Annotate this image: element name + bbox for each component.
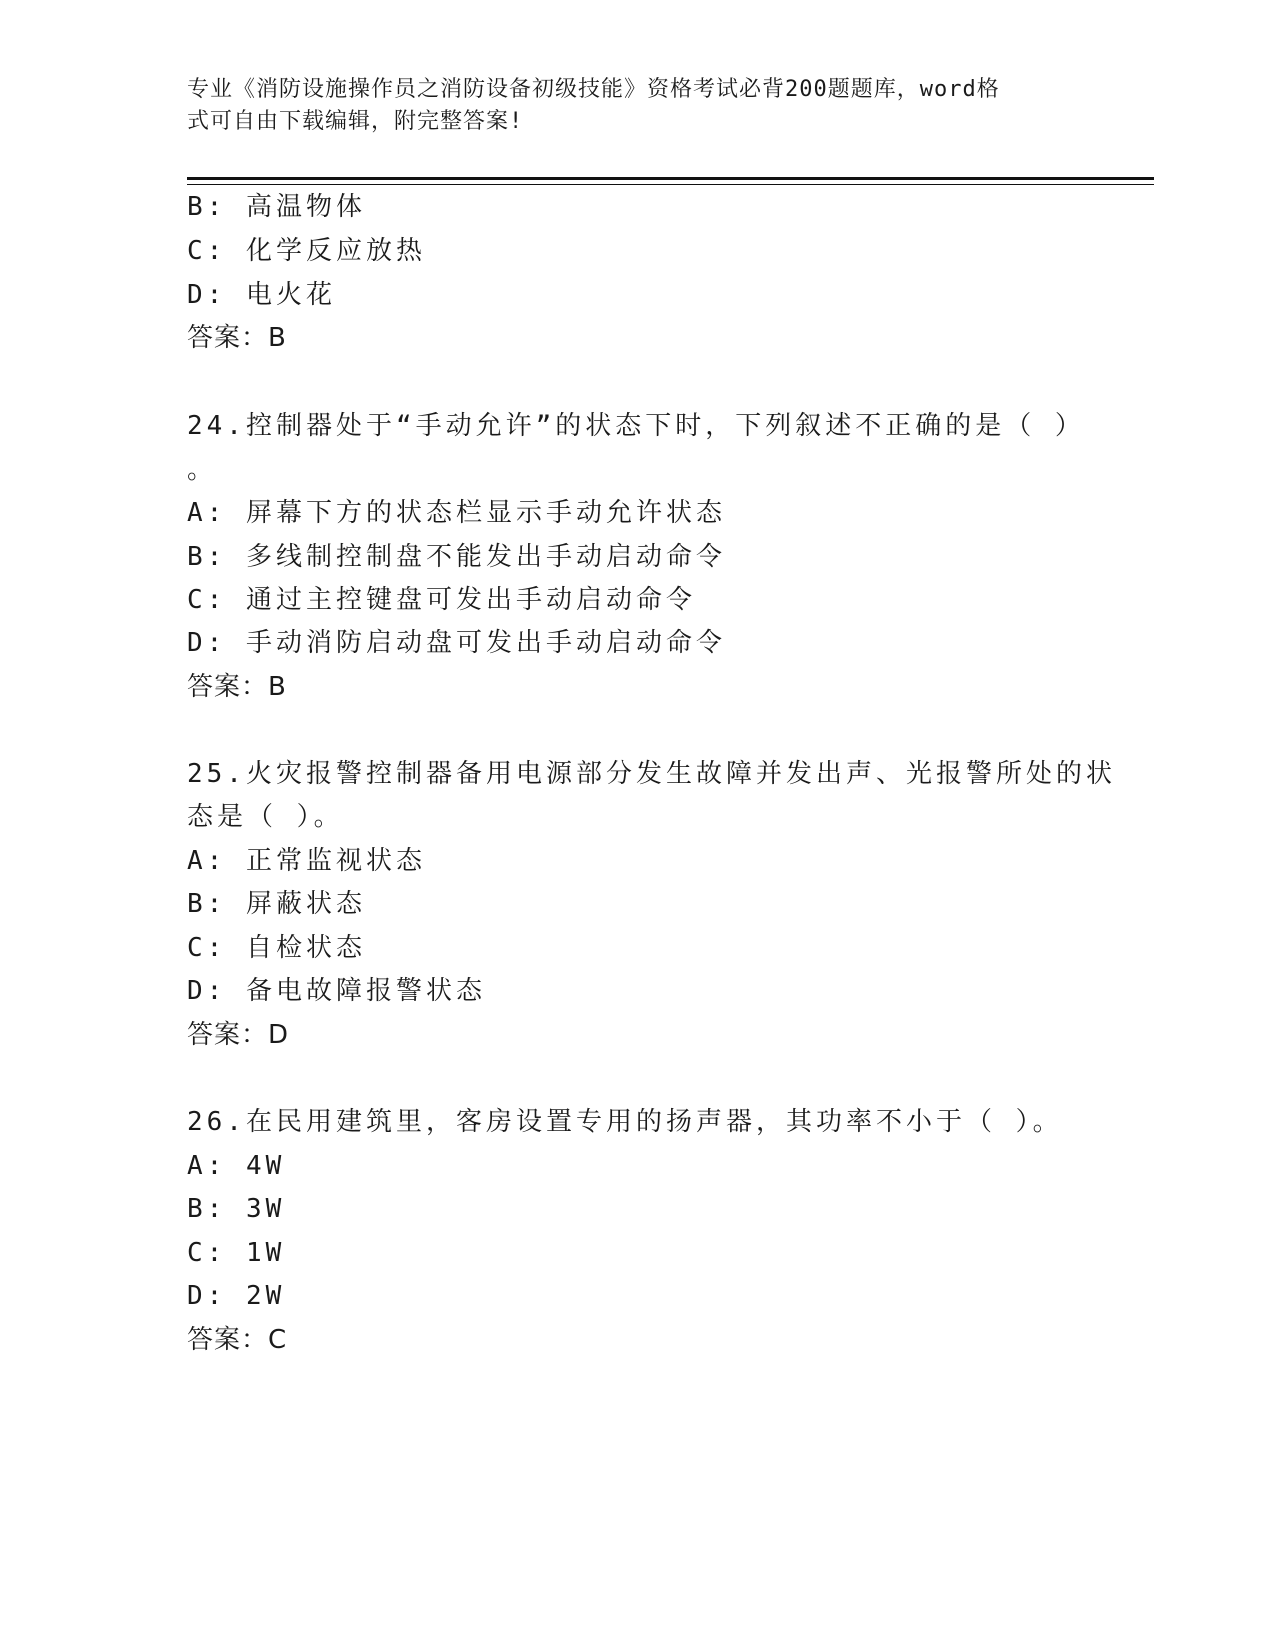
header-line-1: 专业《消防设施操作员之消防设备初级技能》资格考试必背200题题库，word格 <box>187 77 1000 102</box>
q24-answer: 答案：B <box>187 672 287 702</box>
q25-option-c: C: 自检状态 <box>187 933 366 963</box>
header-divider-thin <box>187 184 1154 185</box>
q24-option-c: C: 通过主控键盘可发出手动启动命令 <box>187 585 696 615</box>
q23-option-c: C: 化学反应放热 <box>187 236 426 266</box>
q24-stem-line-1: 24.控制器处于“手动允许”的状态下时，下列叙述不正确的是（ ） <box>187 411 1085 441</box>
q24-option-a: A: 屏幕下方的状态栏显示手动允许状态 <box>187 498 726 528</box>
q23-option-d: D: 电火花 <box>187 280 336 310</box>
q26-option-c: C: 1W <box>187 1238 286 1268</box>
q24-stem-line-2: 。 <box>187 455 218 485</box>
q26-option-b: B: 3W <box>187 1194 286 1224</box>
q24-option-b: B: 多线制控制盘不能发出手动启动命令 <box>187 542 726 572</box>
q26-answer: 答案：C <box>187 1325 288 1355</box>
q26-option-d: D: 2W <box>187 1281 286 1311</box>
q25-stem-line-1: 25.火灾报警控制器备用电源部分发生故障并发出声、光报警所处的状 <box>187 759 1116 789</box>
q23-answer: 答案：B <box>187 323 287 353</box>
q25-option-b: B: 屏蔽状态 <box>187 889 366 919</box>
q26-option-a: A: 4W <box>187 1151 286 1181</box>
q25-stem-line-2: 态是（ ）。 <box>187 802 344 832</box>
header-line-2: 式可自由下载编辑，附完整答案! <box>187 109 524 134</box>
document-header <box>187 74 1087 138</box>
q25-option-a: A: 正常监视状态 <box>187 846 426 876</box>
q23-option-b: B: 高温物体 <box>187 192 366 222</box>
q25-answer: 答案：D <box>187 1020 290 1050</box>
q25-option-d: D: 备电故障报警状态 <box>187 976 486 1006</box>
q26-stem-line-1: 26.在民用建筑里，客房设置专用的扬声器，其功率不小于（ ）。 <box>187 1107 1063 1137</box>
q24-option-d: D: 手动消防启动盘可发出手动启动命令 <box>187 628 726 658</box>
header-divider-thick <box>187 177 1154 180</box>
